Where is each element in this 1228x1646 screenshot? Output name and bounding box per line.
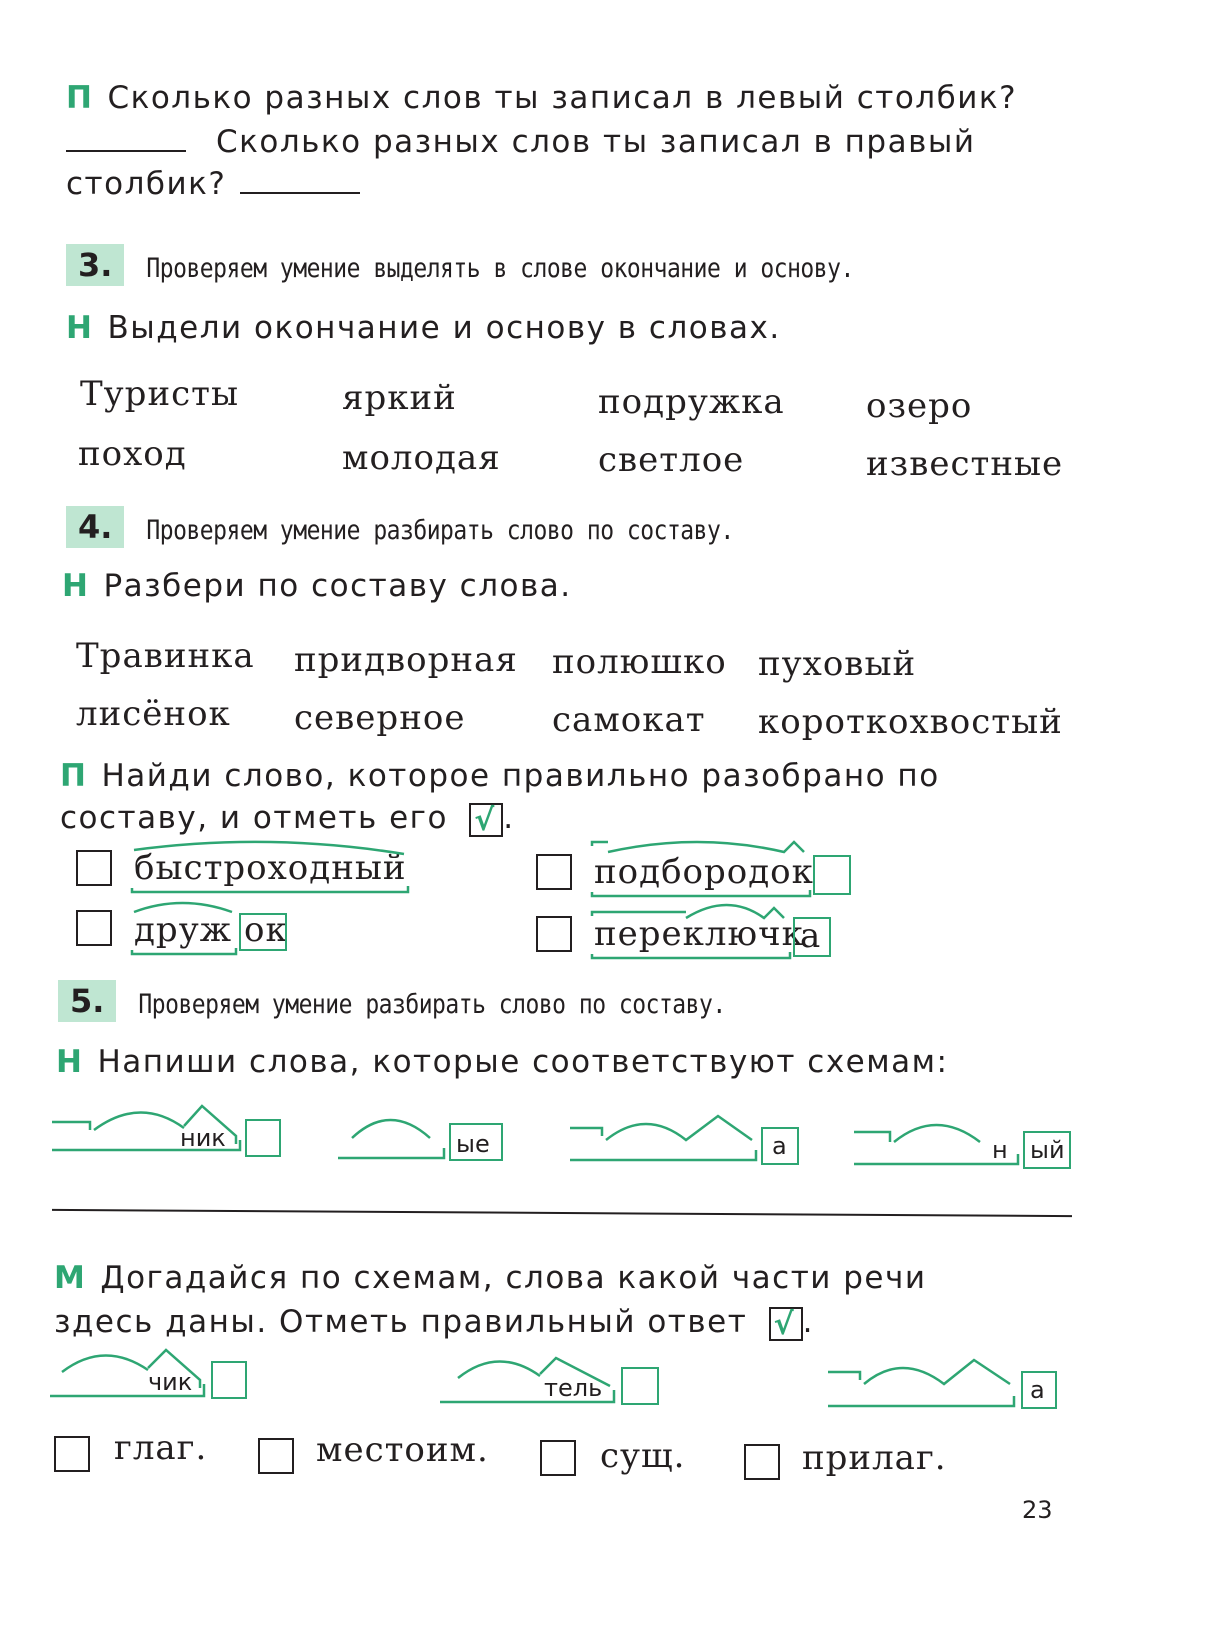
p1-text3: столбик? <box>66 166 227 202</box>
scheme-label: ник <box>180 1124 226 1152</box>
answer-pronoun: местоим. <box>316 1430 489 1470</box>
p1-text1: Сколько разных слов ты записал в левый столбик? <box>107 80 1018 116</box>
sample-checkbox <box>469 803 503 837</box>
morpheme-marks-4 <box>588 898 838 962</box>
task3-word[interactable]: яркий <box>342 378 457 418</box>
m-scheme-2 <box>438 1352 668 1412</box>
answer-checkbox-adjective[interactable] <box>744 1444 780 1480</box>
answer-verb: глаг. <box>114 1428 208 1468</box>
scheme-3 <box>568 1110 808 1170</box>
option-word-2: подбородок <box>594 852 814 892</box>
task4-word[interactable]: северное <box>294 698 466 738</box>
task5-header <box>58 980 726 1022</box>
task5-number: 5. <box>58 980 116 1022</box>
m-line1 <box>54 1256 1064 1300</box>
task4-instruction-row <box>62 564 572 608</box>
sample-checkbox <box>769 1307 803 1341</box>
task3-word[interactable]: известные <box>866 444 1064 484</box>
m-scheme-label: чик <box>148 1368 193 1396</box>
task3-number: 3. <box>66 244 124 286</box>
task4-word[interactable]: полюшко <box>552 642 727 682</box>
option-checkbox-1[interactable] <box>76 850 112 886</box>
task3-instruction: Выдели окончание и основу в словах. <box>107 310 781 346</box>
scheme-4 <box>852 1112 1082 1172</box>
morpheme-marks-1 <box>128 838 428 898</box>
task4-header <box>66 506 734 548</box>
task4-instruction: Разбери по составу слова. <box>103 568 572 604</box>
task3-word[interactable]: светлое <box>598 440 745 480</box>
task4-p-line1 <box>60 754 1070 798</box>
p-mark: П <box>60 758 88 794</box>
task3-header <box>66 244 854 286</box>
m-line2: здесь даны. Отметь правильный ответ √ . <box>54 1300 814 1344</box>
option-word-3-root: друж <box>134 910 232 950</box>
m-text2: здесь даны. Отметь правильный ответ <box>54 1304 748 1340</box>
task4-number: 4. <box>66 506 124 548</box>
scheme-1 <box>50 1100 290 1164</box>
answer-checkbox-noun[interactable] <box>540 1440 576 1476</box>
scheme-label: ые <box>456 1130 490 1158</box>
p1-line2 <box>66 120 1076 164</box>
task5-check-title: Проверяем умение разбирать слово по составу. <box>138 990 726 1020</box>
scheme-label: н <box>992 1136 1008 1164</box>
option-word-4-root: переключк <box>594 914 804 954</box>
task4-p-text2: составу, и отметь его <box>60 800 448 836</box>
task4-word[interactable]: Травинка <box>76 636 255 676</box>
morpheme-marks-2 <box>588 838 858 902</box>
task4-word[interactable]: лисёнок <box>76 694 231 734</box>
task4-p-text1: Найди слово, которое правильно разобрано по <box>101 758 940 794</box>
option-word-1: быстроходный <box>134 848 407 888</box>
m-scheme-1 <box>48 1346 258 1406</box>
n-mark: Н <box>62 568 90 604</box>
morpheme-marks-3 <box>128 898 298 958</box>
check-icon: √ <box>474 802 496 838</box>
answer-blank-right[interactable] <box>240 192 360 194</box>
answer-checkbox-verb[interactable] <box>54 1436 90 1472</box>
task3-word[interactable]: молодая <box>342 438 501 478</box>
task5-instruction-row <box>56 1040 948 1084</box>
option-word-4-ending: а <box>800 916 822 956</box>
p1-line1 <box>66 76 1076 120</box>
answer-checkbox-pronoun[interactable] <box>258 1438 294 1474</box>
task4-word[interactable]: самокат <box>552 700 706 740</box>
answer-adjective: прилаг. <box>802 1438 947 1478</box>
option-word-3-ending: ок <box>244 910 288 950</box>
m-text1: Догадайся по схемам, слова какой части речи <box>100 1260 927 1296</box>
answer-line[interactable] <box>52 1209 1072 1217</box>
check-icon: √ <box>773 1306 796 1342</box>
task4-p-line2: составу, и отметь его √ . <box>60 796 515 840</box>
p-mark: П <box>66 80 94 116</box>
page-number: 23 <box>1022 1496 1053 1524</box>
task3-check-title: Проверяем умение выделять в слове окончание и основу. <box>146 254 854 284</box>
p1-text2: Сколько разных слов ты записал в правый <box>216 124 976 160</box>
option-checkbox-4[interactable] <box>536 916 572 952</box>
n-mark: Н <box>66 310 94 346</box>
n-mark: Н <box>56 1044 84 1080</box>
task5-instruction: Напиши слова, которые соответствуют схемам: <box>97 1044 949 1080</box>
scheme-2 <box>334 1108 514 1168</box>
scheme-label: а <box>772 1132 787 1160</box>
task3-instruction-row <box>66 306 781 350</box>
m-mark: М <box>54 1260 87 1296</box>
m-scheme-label: тель <box>544 1374 603 1402</box>
p1-line3 <box>66 162 360 206</box>
task3-word[interactable]: подружка <box>598 382 785 422</box>
task4-check-title: Проверяем умение разбирать слово по составу. <box>146 516 734 546</box>
answer-noun: сущ. <box>600 1436 686 1476</box>
m-scheme-label: а <box>1030 1376 1045 1404</box>
m-scheme-3 <box>826 1354 1066 1414</box>
task3-word[interactable]: озеро <box>866 386 973 426</box>
task3-word[interactable]: поход <box>78 434 187 474</box>
option-checkbox-3[interactable] <box>76 910 112 946</box>
option-checkbox-2[interactable] <box>536 854 572 890</box>
task4-word[interactable]: придворная <box>294 640 518 680</box>
scheme-label: ый <box>1030 1136 1065 1164</box>
task3-word[interactable]: Туристы <box>80 374 240 414</box>
task4-word[interactable]: пуховый <box>758 644 917 684</box>
answer-blank-left[interactable] <box>66 150 186 152</box>
task4-word[interactable]: короткохвостый <box>758 702 1063 742</box>
